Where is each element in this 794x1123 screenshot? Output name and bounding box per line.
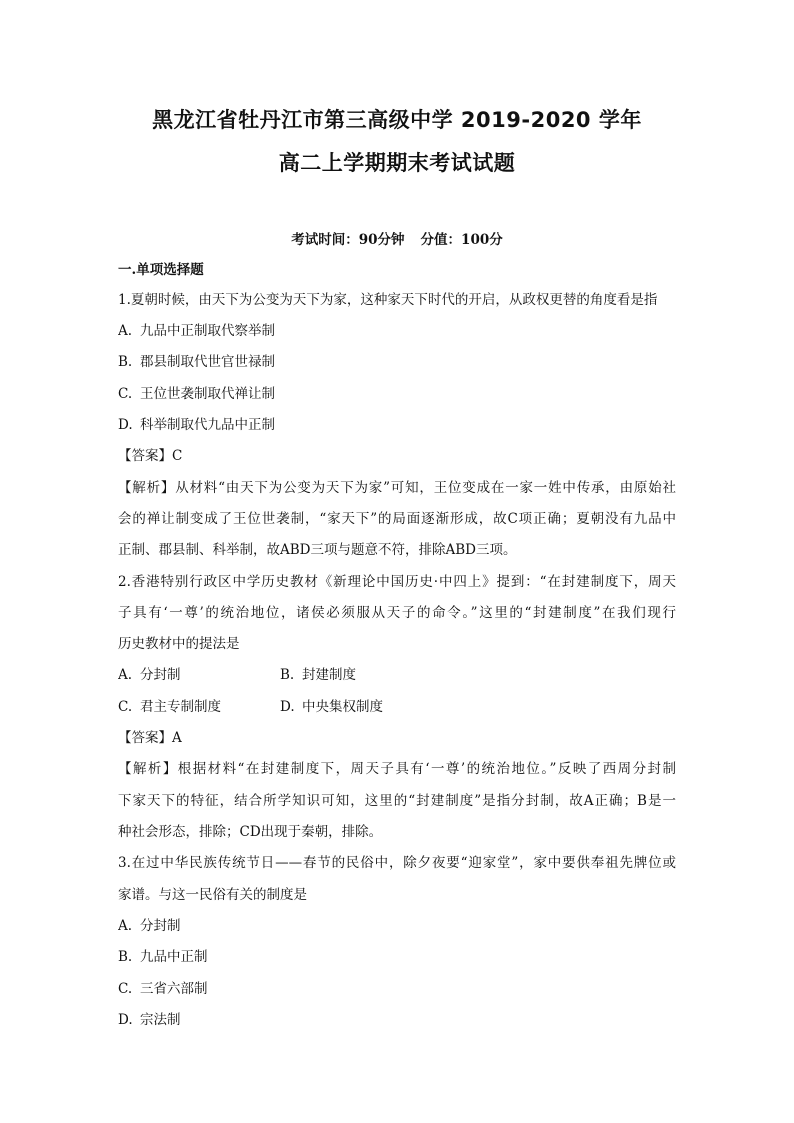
q2-options-row-2 [118,697,676,717]
q1-analysis-line: 正制、郡县制、科举制，故ABD三项与题意不符，排除ABD三项。 [118,542,517,558]
q2-options-row-1 [118,665,676,685]
exam-info [0,228,794,248]
q2-analysis-line: 种社会形态，排除；CD出现于秦朝，排除。 [118,824,383,840]
q1-stem: 1.夏朝时候，由天下为公变为天下为家，这种家天下时代的开启，从政权更替的角度看是指 [118,292,658,308]
q2-stem-line: 2.香港特别行政区中学历史教材《新理论中国历史·中四上》提到：“在封建制度下，周天 [118,574,676,590]
exam-time: 考试时间：90分钟 [291,232,405,248]
q2-option-a: A. 分封制 [118,667,181,683]
q1-answer: 【答案】C [118,448,183,464]
q3-option-a: A. 分封制 [118,918,181,934]
q2-stem-line: 子具有‘一尊’的统治地位，诸侯必须服从天子的命令。”这里的“封建制度”在我们现行 [118,605,676,621]
q1-option-c: C. 王位世袭制取代禅让制 [118,386,275,402]
exam-score: 分值：100分 [420,232,503,248]
q1-option-a: A. 九品中正制取代察举制 [118,323,275,339]
document-title-line2: 高二上学期期末考试试题 [278,151,516,175]
q2-option-b: B. 封建制度 [280,667,356,683]
document-title-line1: 黑龙江省牡丹江市第三高级中学 2019-2020 学年 [152,108,642,132]
q3-stem-line: 家谱。与这一民俗有关的制度是 [118,887,307,903]
q1-option-d: D. 科举制取代九品中正制 [118,417,275,433]
q2-analysis-line: 【解析】根据材料“在封建制度下，周天子具有‘一尊’的统治地位。”反映了西周分封制 [118,761,676,777]
q1-option-b: B. 郡县制取代世官世禄制 [118,354,275,370]
q3-option-c: C. 三省六部制 [118,981,208,997]
q1-analysis-line: 【解析】从材料“由天下为公变为天下为家”可知，王位变成在一家一姓中传承，由原始社 [118,480,676,496]
q3-option-d: D. 宗法制 [118,1012,181,1028]
q1-analysis-line: 会的禅让制变成了王位世袭制，“家天下”的局面逐渐形成，故C项正确；夏朝没有九品中 [118,511,676,527]
section-heading: 一.单项选择题 [118,262,204,278]
q2-stem-line: 历史教材中的提法是 [118,636,240,652]
q3-option-b: B. 九品中正制 [118,949,208,965]
q2-option-c: C. 君主专制制度 [118,699,221,715]
q2-option-d: D. 中央集权制度 [280,699,383,715]
q3-stem-line: 3.在过中华民族传统节日——春节的民俗中，除夕夜要“迎家堂”，家中要供奉祖先牌位或 [118,855,676,871]
q2-answer: 【答案】A [118,730,182,746]
q2-analysis-line: 下家天下的特征，结合所学知识可知，这里的“封建制度”是指分封制，故A正确；B是一 [118,793,676,809]
